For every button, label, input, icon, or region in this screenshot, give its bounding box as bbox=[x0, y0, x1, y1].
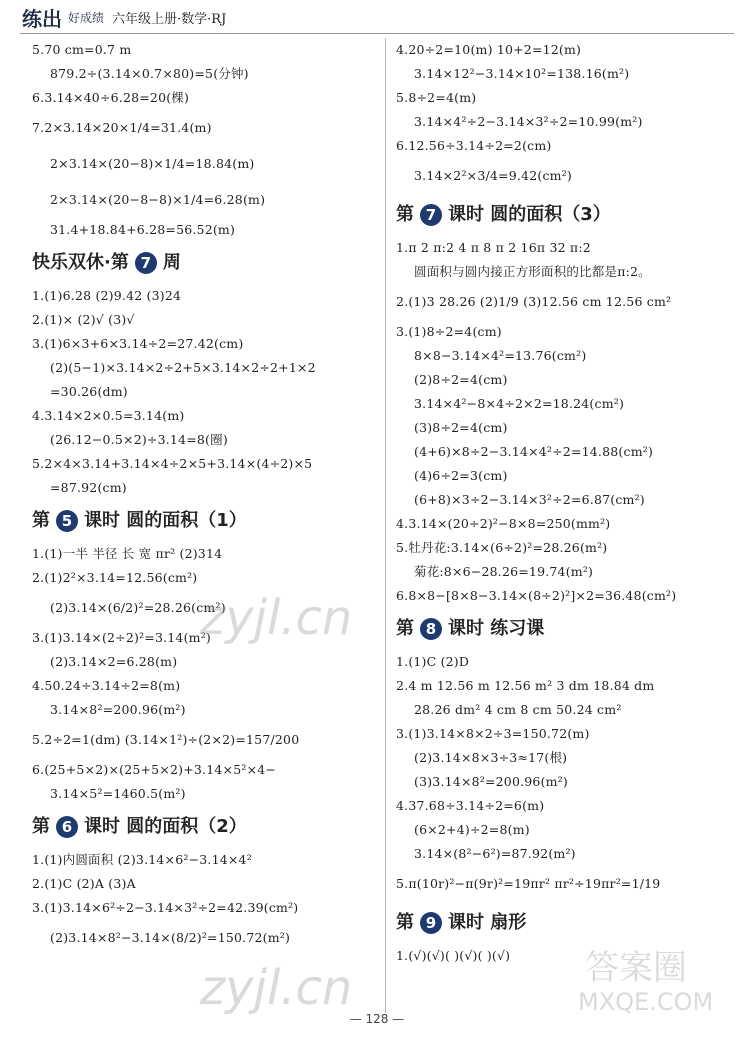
section-heading-suffix: 课时 圆的面积（3） bbox=[448, 204, 611, 225]
section-heading bbox=[396, 608, 736, 650]
column-divider bbox=[385, 38, 386, 1013]
book-subtitle: 六年级上册·数学·RJ bbox=[112, 11, 227, 27]
answer-line: (3)3.14×8²=200.96(m²) bbox=[414, 774, 569, 789]
book-logo: 练出 bbox=[22, 6, 62, 31]
answer-line: 2.(1)× (2)√ (3)√ bbox=[32, 312, 135, 327]
answer-block bbox=[32, 38, 377, 242]
section-heading-suffix: 课时 圆的面积（2） bbox=[84, 816, 247, 837]
section-heading bbox=[32, 242, 377, 284]
lesson-number-badge: 8 bbox=[420, 618, 442, 640]
section-heading-prefix: 第 bbox=[32, 510, 50, 531]
watermark: zyjl.cn bbox=[200, 960, 353, 1016]
answer-line: 菊花:8×6−28.26=19.74(m²) bbox=[414, 564, 594, 579]
answer-line: 28.26 dm² 4 cm 8 cm 50.24 cm² bbox=[414, 702, 622, 717]
answer-line: 6.3.14×40÷6.28=20(棵) bbox=[32, 90, 190, 105]
lesson-number-badge: 9 bbox=[420, 912, 442, 934]
answer-block bbox=[396, 650, 736, 902]
answer-line: 1.(1)6.28 (2)9.42 (3)24 bbox=[32, 288, 182, 303]
section-heading-suffix: 课时 扇形 bbox=[448, 912, 527, 933]
answer-line: 8×8−3.14×4²=13.76(cm²) bbox=[414, 348, 587, 363]
answer-block bbox=[32, 284, 377, 500]
answer-line: (6+8)×3÷2−3.14×3²÷2=6.87(cm²) bbox=[414, 492, 645, 507]
answer-line: 1.(1)一半 半径 长 宽 πr² (2)314 bbox=[32, 546, 223, 561]
section-heading-prefix: 第 bbox=[396, 618, 414, 639]
section-heading-prefix: 第 bbox=[32, 816, 50, 837]
answer-line: 4.3.14×(20÷2)²−8×8=250(mm²) bbox=[396, 516, 611, 531]
book-logo-sub: 好成绩 bbox=[68, 10, 105, 25]
answer-line: 2.(1)2²×3.14=12.56(cm²) bbox=[32, 570, 198, 585]
answer-line: 6.(25+5×2)×(25+5×2)+3.14×5²×4− bbox=[32, 762, 277, 777]
right-column bbox=[396, 38, 736, 968]
answer-line: 2×3.14×(20−8−8)×1/4=6.28(m) bbox=[50, 192, 266, 207]
page-header bbox=[22, 6, 227, 31]
answer-line: 7.2×3.14×20×1/4=31.4(m) bbox=[32, 120, 212, 135]
answer-line: 4.3.14×2×0.5=3.14(m) bbox=[32, 408, 185, 423]
answer-line: 圆面积与圆内接正方形面积的比都是π:2。 bbox=[414, 264, 651, 279]
answer-line: (3)8÷2=4(cm) bbox=[414, 420, 508, 435]
answer-line: 4.50.24÷3.14÷2=8(m) bbox=[32, 678, 181, 693]
section-heading-prefix: 第 bbox=[396, 912, 414, 933]
section-heading-prefix: 第 bbox=[396, 204, 414, 225]
answer-line: 3.(1)8÷2=4(cm) bbox=[396, 324, 502, 339]
page-number: — 128 — bbox=[349, 1012, 405, 1026]
lesson-number-badge: 7 bbox=[420, 204, 442, 226]
answer-line: 3.14×(8²−6²)=87.92(m²) bbox=[414, 846, 576, 861]
answer-line: 5.牡丹花:3.14×(6÷2)²=28.26(m²) bbox=[396, 540, 608, 555]
answer-line: 31.4+18.84+6.28=56.52(m) bbox=[50, 222, 236, 237]
answer-line: (2)3.14×8²−3.14×(8/2)²=150.72(m²) bbox=[50, 930, 291, 945]
answer-block bbox=[396, 236, 736, 608]
answer-line: 6.12.56÷3.14÷2=2(cm) bbox=[396, 138, 552, 153]
watermark: zyjl.cn bbox=[200, 590, 353, 646]
lesson-number-badge: 7 bbox=[135, 252, 157, 274]
answer-line: 3.14×2²×3/4=9.42(cm²) bbox=[414, 168, 572, 183]
answer-line: 6.8×8−[8×8−3.14×(8÷2)²]×2=36.48(cm²) bbox=[396, 588, 677, 603]
answer-line: 3.(1)3.14×6²÷2−3.14×3²÷2=42.39(cm²) bbox=[32, 900, 299, 915]
answer-line: 3.14×12²−3.14×10²=138.16(m²) bbox=[414, 66, 630, 81]
section-heading-prefix: 快乐双休·第 bbox=[32, 252, 129, 273]
answer-line: (2)(5−1)×3.14×2÷2+5×3.14×2÷2+1×2 bbox=[50, 360, 316, 375]
answer-line: 3.14×5²=1460.5(m²) bbox=[50, 786, 186, 801]
answer-line: =30.26(dm) bbox=[50, 384, 128, 399]
answer-line: (26.12−0.5×2)÷3.14=8(圈) bbox=[50, 432, 228, 447]
watermark: 答案圈 bbox=[585, 948, 687, 988]
section-heading bbox=[396, 194, 736, 236]
answer-line: 2.4 m 12.56 m 12.56 m² 3 dm 18.84 dm bbox=[396, 678, 655, 693]
section-heading bbox=[396, 902, 736, 944]
answer-block bbox=[396, 944, 736, 968]
answer-line: 4.20÷2=10(m) 10+2=12(m) bbox=[396, 42, 582, 57]
answer-line: 1.(1)内圆面积 (2)3.14×6²−3.14×4² bbox=[32, 852, 252, 867]
section-heading bbox=[32, 806, 377, 848]
section-heading-suffix: 周 bbox=[162, 252, 181, 273]
answer-block bbox=[32, 848, 377, 956]
watermark: MXQE.COM bbox=[578, 988, 714, 1016]
section-heading-suffix: 课时 圆的面积（1） bbox=[84, 510, 247, 531]
section-heading-suffix: 课时 练习课 bbox=[448, 618, 545, 639]
answer-line: 2.(1)C (2)A (3)A bbox=[32, 876, 136, 891]
lesson-number-badge: 6 bbox=[56, 816, 78, 838]
answer-line: 3.(1)3.14×(2÷2)²=3.14(m²) bbox=[32, 630, 212, 645]
answer-line: 3.14×4²÷2−3.14×3²÷2=10.99(m²) bbox=[414, 114, 643, 129]
answer-line: 5.8÷2=4(m) bbox=[396, 90, 477, 105]
lesson-number-badge: 5 bbox=[56, 510, 78, 532]
answer-line: 5.2×4×3.14+3.14×4÷2×5+3.14×(4÷2)×5 bbox=[32, 456, 313, 471]
answer-line: 1.(1)C (2)D bbox=[396, 654, 470, 669]
answer-line: 3.(1)6×3+6×3.14÷2=27.42(cm) bbox=[32, 336, 244, 351]
answer-line: 879.2÷(3.14×0.7×80)=5(分钟) bbox=[50, 66, 249, 81]
answer-line: (2)3.14×2=6.28(m) bbox=[50, 654, 178, 669]
answer-line: 3.(1)3.14×8×2÷3=150.72(m) bbox=[396, 726, 590, 741]
answer-line: 4.37.68÷3.14÷2=6(m) bbox=[396, 798, 545, 813]
answer-line: 1.(√)(√)( )(√)( )(√) bbox=[396, 948, 511, 963]
answer-line: (4)6÷2=3(cm) bbox=[414, 468, 508, 483]
answer-line: 5.π(10r)²−π(9r)²=19πr² πr²÷19πr²=1/19 bbox=[396, 876, 661, 891]
answer-line: 5.70 cm=0.7 m bbox=[32, 42, 132, 57]
section-heading bbox=[32, 500, 377, 542]
header-divider bbox=[20, 33, 734, 34]
answer-block bbox=[396, 38, 736, 194]
answer-line: 3.14×4²−8×4÷2×2=18.24(cm²) bbox=[414, 396, 625, 411]
answer-line: (2)3.14×8×3÷3≈17(根) bbox=[414, 750, 568, 765]
answer-line: (2)3.14×(6/2)²=28.26(cm²) bbox=[50, 600, 226, 615]
answer-line: =87.92(cm) bbox=[50, 480, 127, 495]
answer-block bbox=[32, 542, 377, 806]
answer-line: (6×2+4)÷2=8(m) bbox=[414, 822, 530, 837]
answer-line: (4+6)×8÷2−3.14×4²÷2=14.88(cm²) bbox=[414, 444, 654, 459]
left-column bbox=[32, 38, 377, 956]
answer-line: 2×3.14×(20−8)×1/4=18.84(m) bbox=[50, 156, 255, 171]
answer-line: 1.π 2 π:2 4 π 8 π 2 16π 32 π:2 bbox=[396, 240, 591, 255]
answer-line: (2)8÷2=4(cm) bbox=[414, 372, 508, 387]
answer-line: 2.(1)3 28.26 (2)1/9 (3)12.56 cm 12.56 cm² bbox=[396, 294, 672, 309]
answer-line: 5.2÷2=1(dm) (3.14×1²)÷(2×2)=157/200 bbox=[32, 732, 300, 747]
answer-line: 3.14×8²=200.96(m²) bbox=[50, 702, 186, 717]
